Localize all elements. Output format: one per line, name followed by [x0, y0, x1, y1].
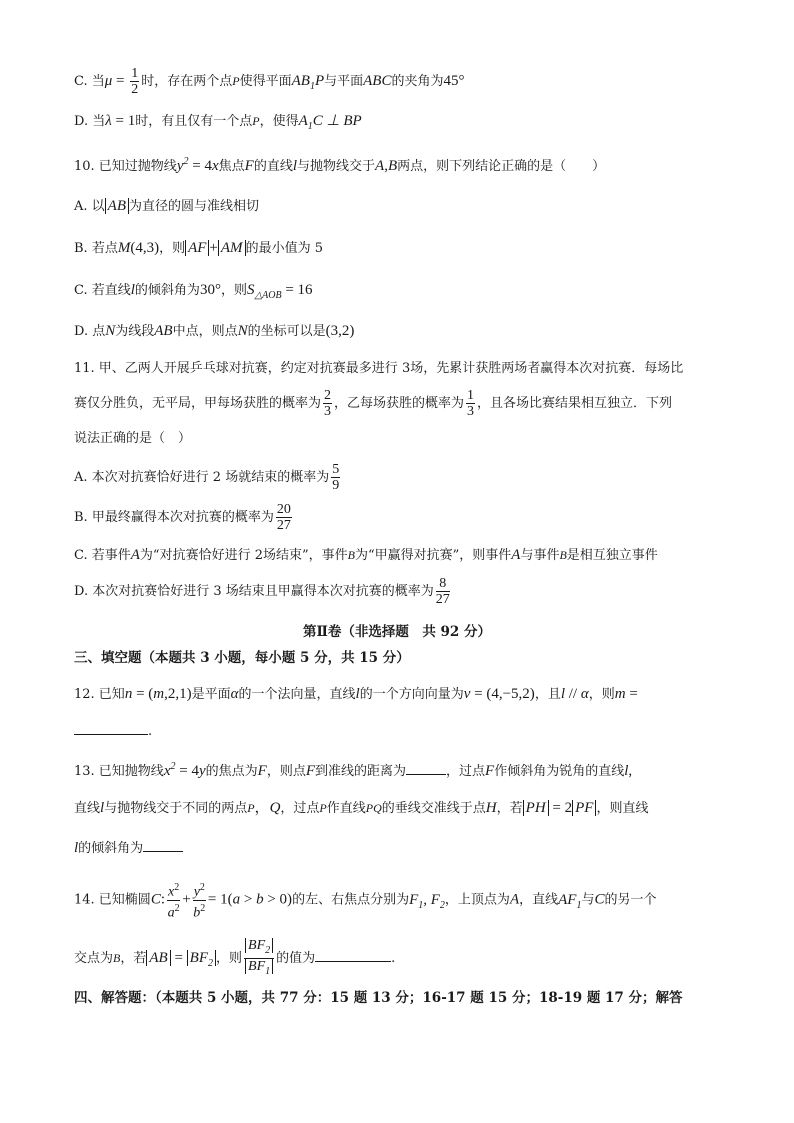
text: 与事件 — [520, 548, 560, 563]
text: 的直线 — [253, 159, 293, 174]
answer-blank[interactable] — [143, 839, 183, 852]
text: ，则 — [159, 241, 186, 256]
text: 与 — [581, 892, 595, 908]
text: 与抛物线交于不同的两点 — [104, 801, 248, 816]
text: 的坐标可以是 — [247, 324, 326, 339]
text: ，则 — [220, 283, 247, 298]
text: ，若 — [120, 950, 147, 966]
text: ，若 — [496, 801, 523, 816]
text: 与抛物线交于 — [297, 159, 376, 174]
text: ，使得 — [259, 114, 299, 129]
text: 交点为 — [74, 950, 114, 966]
text: 中点，则点 — [172, 324, 238, 339]
text: 的值为 — [276, 950, 316, 966]
text: . — [391, 950, 396, 966]
text: ，上顶点为 — [444, 892, 510, 908]
text: C. 若事件 — [74, 548, 131, 563]
q10-option-d: D. 点N为线段AB中点，则点N的坐标可以是(3,2) — [74, 323, 355, 339]
q11-option-c: C. 若事件A为“对抗赛恰好进行 2场结束”，事件B为“甲赢得对抗赛”，则事件A与事件B是相互独立事件 — [74, 547, 658, 563]
q13-line3: l的倾斜角为 — [74, 839, 183, 856]
q13-line1: 13. 已知抛物线$x^2 = 4y$的焦点为F，则点F到准线的距离为 ，过点F作倾斜角为锐角的直线l, — [74, 761, 633, 779]
text: ，过点 — [446, 764, 486, 779]
text: 的焦点为 — [205, 764, 258, 779]
q11-option-d: D. 本次对抗赛恰好进行 3 场结束且甲赢得本次对抗赛的概率为 $\frac{8}{27}$ — [74, 576, 450, 607]
text: D. 本次对抗赛恰好进行 3 场结束且甲赢得本次对抗赛的概率为 — [74, 584, 434, 599]
text: D. 当 — [74, 114, 106, 129]
q11-option-b: B. 甲最终赢得本次对抗赛的概率为 $\frac{20}{27}$ — [74, 502, 291, 533]
text: 的倾斜角为 — [78, 841, 144, 856]
text: A. 以 — [74, 199, 105, 214]
text: A. 本次对抗赛恰好进行 2 场就结束的概率为 — [74, 470, 330, 485]
text: 到准线的距离为 — [315, 764, 407, 779]
text: 为“甲赢得对抗赛”，则事件 — [354, 548, 512, 563]
text: B. 甲最终赢得本次对抗赛的概率为 — [74, 510, 274, 525]
answer-blank[interactable] — [315, 949, 391, 962]
text: 的倾斜角为 — [134, 283, 200, 298]
text: ，则直线 — [596, 801, 649, 816]
text: 两点，则下列结论正确的是（ ） — [397, 159, 606, 174]
text: 焦点 — [218, 159, 245, 174]
text: . — [148, 724, 153, 739]
text: 时，存在两个点 — [141, 74, 233, 89]
q14-line1: 14. 已知椭圆C: $\frac{x^2}{a^2}$ + $\frac{y^2}{b^2}$ = 1(a > b > 0)的左、右焦点分别为$F_1$, $F_2$，上顶点为A，直线$AF_1$与C的另一个 — [74, 882, 657, 921]
text: 12. 已知 — [74, 687, 125, 702]
text: 作直线 — [326, 801, 366, 816]
text: 是相互独立事件 — [566, 548, 658, 563]
q11-stem-line3: 说法正确的是（ ） — [74, 431, 192, 446]
text: ，且 — [534, 687, 561, 702]
text: 的一个法向量，直线 — [238, 687, 356, 702]
q9-option-d: D. 当λ = 1时，有且仅有一个点P，使得$A_1C$ ⊥ BP — [74, 113, 362, 132]
text: 为线段 — [115, 324, 155, 339]
q10-option-a: A. 以 AB 为直径的圆与准线相切 — [74, 198, 259, 214]
q10-option-c: C. 若直线l的倾斜角为30°，则$S_{\triangle AOB} = 16$ — [74, 282, 313, 301]
text: 的另一个 — [604, 892, 657, 908]
text: 时，有且仅有一个点 — [135, 114, 253, 129]
text: 的左、右焦点分别为 — [292, 892, 410, 908]
text: 为“对抗赛恰好进行 2场结束”，事件 — [139, 548, 348, 563]
text: ，直线 — [519, 892, 559, 908]
text: 为直径的圆与准线相切 — [128, 199, 259, 214]
section3-title: 三、填空题（本题共 3 小题，每小题 5 分，共 15 分） — [74, 650, 410, 666]
text: 赛仅分胜负，无平局，甲每场获胜的概率为 — [74, 396, 322, 411]
q11-option-a: A. 本次对抗赛恰好进行 2 场就结束的概率为 $\frac{5}{9}$ — [74, 462, 340, 493]
answer-blank[interactable] — [406, 762, 446, 775]
text: C. 若直线 — [74, 283, 131, 298]
text: ，过点 — [280, 801, 320, 816]
answer-blank[interactable] — [74, 722, 148, 735]
text: 的最小值为 5 — [245, 241, 323, 256]
q10-stem: 10. 已知过抛物线$y^2 = 4x$焦点F的直线l与抛物线交于A,B两点，则下列结论正确的是（ ） — [74, 156, 606, 174]
text: ，则点 — [266, 764, 306, 779]
q12-line1: 12. 已知n = (m,2,1)是平面α的一个法向量，直线l的一个方向向量为v = (4,−5,2)，且l // α，则m = — [74, 686, 638, 702]
q9-option-c: C. 当μ = $\frac{1}{2}$ 时，存在两个点P使得平面$AB_1P$与平面ABC的夹角为45° — [74, 66, 465, 97]
q14-line2: 交点为B，若 AB = $BF_2$ ，则 $\frac{BF_2}{BF_1}$ 的值为 . — [74, 938, 396, 977]
text: 的一个方向向量为 — [359, 687, 464, 702]
text: ，则 — [588, 687, 615, 702]
part2-title: 第Ⅱ卷（非选择题 共 92 分） — [302, 624, 492, 640]
text: ，则 — [216, 950, 243, 966]
text: 是平面 — [191, 687, 231, 702]
text: ，乙每场获胜的概率为 — [334, 396, 465, 411]
text: C. 当 — [74, 74, 105, 89]
text: 14. 已知椭圆 — [74, 892, 151, 908]
q13-line2: 直线l与抛物线交于不同的两点P，Q，过点P作直线PQ的垂线交准线于点H，若 PH = 2 PF ，则直线 — [74, 800, 649, 816]
q10-option-b: B. 若点M(4,3)，则 AF + AM 的最小值为 5 — [74, 240, 323, 256]
text: ，且各场比赛结果相互独立．下列 — [477, 396, 673, 411]
text: 直线 — [74, 801, 101, 816]
text: 的夹角为 — [391, 74, 444, 89]
text: B. 若点 — [74, 241, 118, 256]
text: 的垂线交准线于点 — [381, 801, 486, 816]
text: 13. 已知抛物线 — [74, 764, 164, 779]
section4-title: 四、解答题：（本题共 5 小题，共 77 分：15 题 13 分；16-17 题 15 分；18-19 题 17 分；解答 — [74, 990, 683, 1006]
text: 作倾斜角为锐角的直线 — [494, 764, 625, 779]
text: D. 点 — [74, 324, 106, 339]
text: 使得平面 — [239, 74, 292, 89]
text: 与平面 — [324, 74, 364, 89]
q11-stem-line2: 赛仅分胜负，无平局，甲每场获胜的概率为 $\frac{2}{3}$ ，乙每场获胜的概率为 $\frac{1}{3}$ ，且各场比赛结果相互独立．下列 — [74, 388, 673, 419]
text: 10. 已知过抛物线 — [74, 159, 177, 174]
q11-stem-line1: 11. 甲、乙两人开展乒乓球对抗赛，约定对抗赛最多进行 3场，先累计获胜两场者赢得本次对抗赛．每场比 — [74, 361, 684, 376]
q12-line2 — [74, 722, 152, 738]
